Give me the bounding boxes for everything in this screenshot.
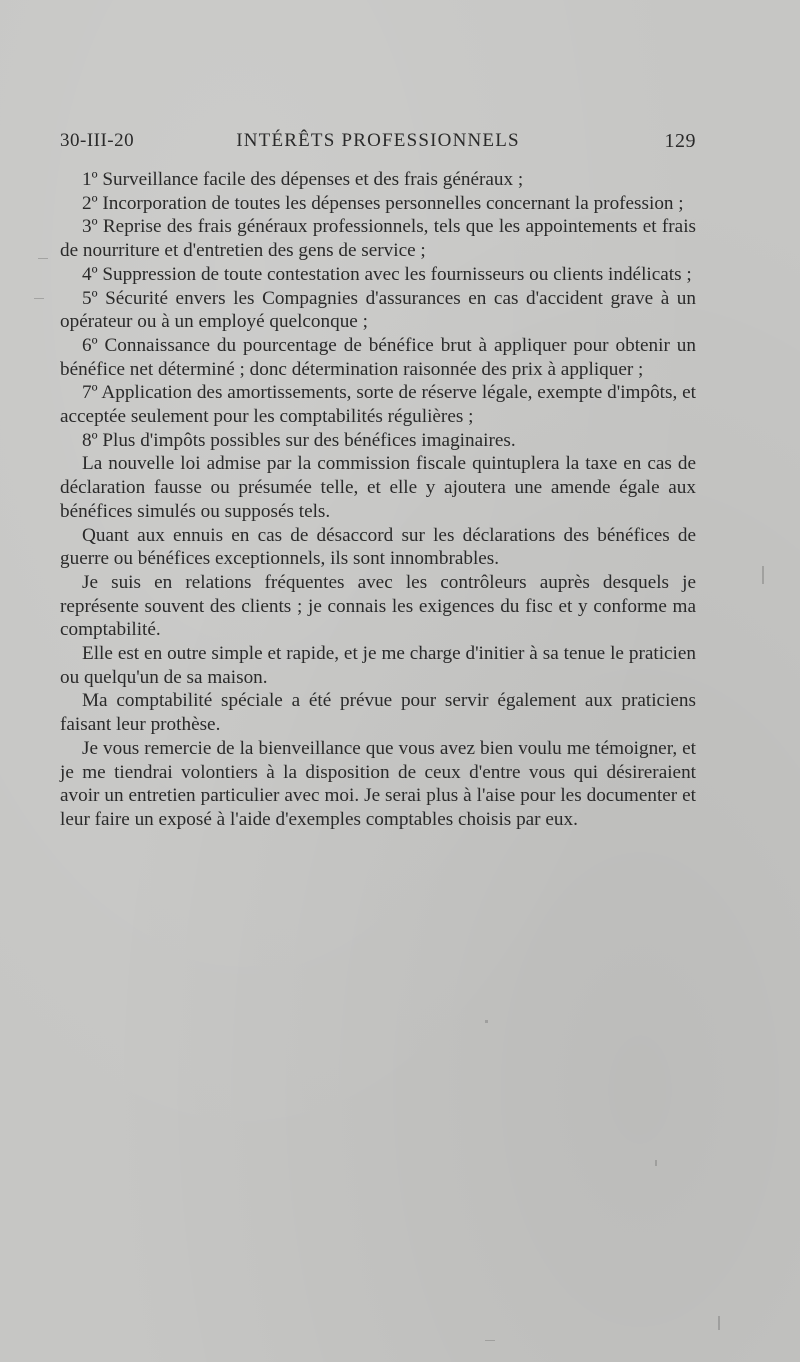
header-title: INTÉRÊTS PROFESSIONNELS — [236, 130, 520, 151]
paragraph-item-4: 4º Suppression de toute contestation avec les fournisseurs ou clients indélicats ; — [82, 263, 692, 285]
page-number: 129 — [664, 130, 696, 152]
header-date: 30-III-20 — [60, 130, 135, 151]
speck — [762, 566, 764, 584]
speck — [485, 1340, 495, 1341]
speck — [34, 298, 44, 299]
paragraph-relations: Je suis en relations fréquentes avec les contrôleurs auprès desquels je représente souvent des clients ; je connais les exigences du fisc et y conforme ma comptabilité. — [60, 571, 696, 641]
paragraph-item-5: 5º Sécurité envers les Compagnies d'assurances en cas d'accident grave à un opérateur ou à un employé quelconque ; — [60, 287, 696, 333]
paragraph-simple: Elle est en outre simple et rapide, et je me charge d'initier à sa tenue le praticien ou quelqu'un de sa maison. — [60, 643, 696, 688]
paragraph-closing: Je vous remercie de la bienveillance que vous avez bien voulu me témoigner, et je me tiendrai volontiers à la disposition de ceux d'entre vous qui désireraient avoir un entretien particulier avec moi. Je serai plus à l'aise pour les documenter et leur faire un exposé à l'aide d'exemples comptables choisis par eux. — [60, 737, 696, 830]
paragraph-item-6: 6º Connaissance du pourcentage de bénéfice brut à appliquer pour obtenir un bénéfice net déterminé ; donc détermination raisonnée des prix à appliquer ; — [60, 334, 696, 380]
paragraph-new-law: La nouvelle loi admise par la commission fiscale quintuplera la taxe en cas de déclaration fausse ou présumée telle, et elle y ajoutera une amende égale aux bénéfices simulés ou supposés tels. — [60, 453, 696, 522]
paragraph-item-3: 3º Reprise des frais généraux professionnels, tels que les appointements et frais de nourriture et d'entretien des gens de service ; — [60, 216, 696, 262]
paragraph-item-1: 1º Surveillance facile des dépenses et des frais généraux ; — [82, 169, 524, 190]
paragraph-war-profits: Quant aux ennuis en cas de désaccord sur les déclarations des bénéfices de guerre ou bénéfices exceptionnels, ils sont innombrables. — [60, 524, 696, 570]
speck — [38, 258, 48, 259]
speck — [655, 1160, 657, 1166]
article-body — [60, 168, 696, 832]
running-header — [60, 130, 696, 156]
speck — [718, 1316, 720, 1330]
paragraph-item-2: 2º Incorporation de toutes les dépenses personnelles concernant la profession ; — [82, 192, 684, 214]
paragraph-item-7: 7º Application des amortissements, sorte de réserve légale, exempte d'impôts, et acceptée seulement pour les comptabilités régulières ; — [60, 382, 696, 428]
paragraph-prosthesis: Ma comptabilité spéciale a été prévue pour servir également aux praticiens faisant leur prothèse. — [60, 690, 696, 736]
paragraph-item-8: 8º Plus d'impôts possibles sur des bénéfices imaginaires. — [82, 429, 516, 451]
speck — [485, 1020, 488, 1023]
